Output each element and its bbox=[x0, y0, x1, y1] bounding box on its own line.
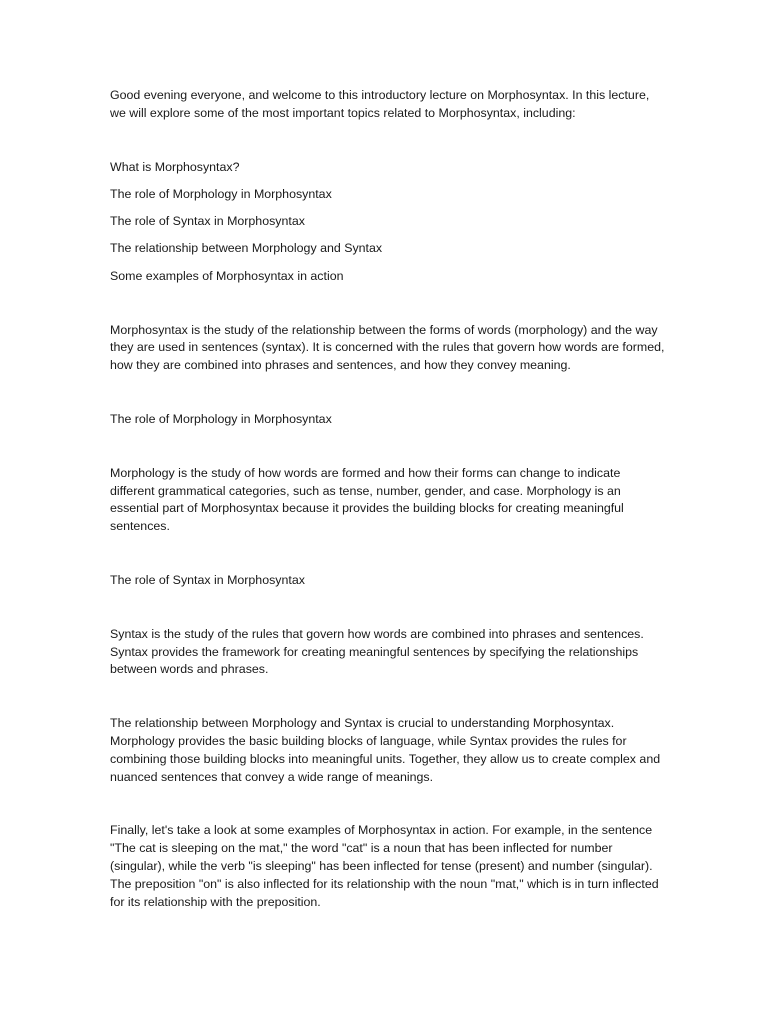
syntax-paragraph: Syntax is the study of the rules that govern how words are combined into phrases and sentences. Syntax provides the framework for creating meaningful sentences by specifying the relationships between words and phrases. bbox=[110, 626, 644, 677]
topic-item: The relationship between Morphology and Syntax bbox=[110, 241, 383, 256]
syntax-heading: The role of Syntax in Morphosyntax bbox=[110, 572, 305, 587]
intro-paragraph: Good evening everyone, and welcome to this introductory lecture on Morphosyntax. In this lecture, we will explore some of the most important topics related to Morphosyntax, including: bbox=[110, 88, 650, 120]
topic-item: What is Morphosyntax? bbox=[110, 159, 240, 174]
topic-item: The role of Morphology in Morphosyntax bbox=[110, 186, 332, 201]
topic-list bbox=[110, 159, 665, 286]
topic-item: Some examples of Morphosyntax in action bbox=[110, 268, 344, 283]
definition-paragraph: Morphosyntax is the study of the relationship between the forms of words (morphology) and the way they are used in sentences (syntax). It is concerned with the rules that govern how words are formed, how they are combined into phrases and sentences, and how they convey meaning. bbox=[110, 322, 665, 373]
relationship-paragraph: The relationship between Morphology and Syntax is crucial to understanding Morphosyntax. Morphology provides the basic building blocks of language, while Syntax provides the rules for combining those building blocks into meaningful units. Together, they allow us to create complex and nuanced sentences that convey a wide range of meanings. bbox=[110, 716, 661, 784]
document-body bbox=[110, 87, 665, 911]
examples-paragraph: Finally, let's take a look at some examples of Morphosyntax in action. For example, in the sentence "The cat is sleeping on the mat," the word "cat" is a noun that has been inflected for number (singular), while the verb "is sleeping" has been inflected for tense (present) and number (singular). The preposition "on" is also inflected for its relationship with the noun "mat," which is in turn inflected for its relationship with the preposition. bbox=[110, 823, 659, 909]
morphology-heading: The role of Morphology in Morphosyntax bbox=[110, 411, 332, 426]
topic-item: The role of Syntax in Morphosyntax bbox=[110, 214, 305, 229]
morphology-paragraph: Morphology is the study of how words are formed and how their forms can change to indicate different grammatical categories, such as tense, number, gender, and case. Morphology is an essential part of Morphosyntax because it provides the building blocks for creating meaningful sentences. bbox=[110, 465, 624, 534]
